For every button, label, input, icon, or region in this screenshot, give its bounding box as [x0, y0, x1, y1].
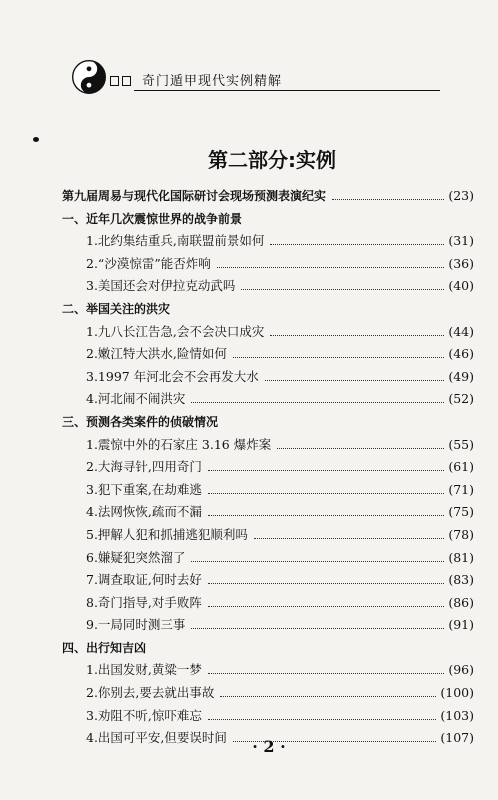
- toc-entry-title: 3.美国还会对伊拉克动武吗: [86, 278, 236, 294]
- toc-entry: [62, 592, 474, 615]
- toc-entry: [62, 343, 474, 366]
- toc-page-number: (49): [448, 368, 474, 384]
- toc-entry: [62, 614, 474, 637]
- toc-page-number: (46): [448, 346, 474, 362]
- part-title: 第二部分:实例: [208, 148, 336, 172]
- toc-page-number: (103): [440, 707, 474, 723]
- toc-page-number: (86): [448, 594, 474, 610]
- toc-entry-title: 2.嫩江特大洪水,险情如何: [86, 346, 227, 362]
- toc-page-number: (52): [448, 391, 474, 407]
- dot-leader: [332, 199, 444, 200]
- toc-page-number: (100): [440, 685, 474, 701]
- toc-entry-title: 第九届周易与现代化国际研讨会现场预测表演纪实: [62, 189, 327, 203]
- toc-entry: [62, 569, 474, 592]
- toc-entry-title: 1.北约集结重兵,南联盟前景如何: [86, 233, 265, 249]
- toc-entry: [62, 479, 474, 502]
- toc-entry: [62, 456, 474, 479]
- dot-leader: [208, 470, 444, 471]
- toc-section-heading: [62, 637, 474, 660]
- toc-section-heading: [62, 411, 474, 434]
- toc-entry-title: 1.震惊中外的石家庄 3.16 爆炸案: [86, 436, 272, 452]
- dot-leader: [191, 561, 444, 562]
- toc-entry-title: 4.河北闹不闹洪灾: [86, 391, 186, 407]
- toc-entry: [62, 524, 474, 547]
- toc-page-number: (44): [448, 323, 474, 339]
- toc-entry: [62, 321, 474, 344]
- taiji-icon: [72, 60, 106, 94]
- table-of-contents: [62, 185, 474, 750]
- dot-leader: [191, 402, 444, 403]
- toc-page-number: (81): [448, 549, 474, 565]
- toc-entry: [62, 366, 474, 389]
- toc-entry-title: 9.一局同时测三事: [86, 617, 186, 633]
- toc-entry: [62, 275, 474, 298]
- toc-entry-title: 6.嫌疑犯突然溜了: [86, 549, 186, 565]
- toc-section-heading: [62, 208, 474, 231]
- toc-entry: [62, 705, 474, 728]
- toc-entry-title: 4.出国可平安,但要误时间: [86, 730, 227, 746]
- toc-entry-title: 1.九八长江告急,会不会决口成灾: [86, 323, 265, 339]
- toc-page-number: (83): [448, 572, 474, 588]
- page-number: · 2 ·: [252, 737, 286, 756]
- toc-entry: [62, 434, 474, 457]
- dot-leader: [208, 673, 444, 674]
- toc-entry: [62, 253, 474, 276]
- toc-entry: [62, 547, 474, 570]
- dot-leader: [217, 267, 445, 268]
- toc-entry-title: 3.犯下重案,在劫难逃: [86, 481, 202, 497]
- section-title: 一、近年几次震惊世界的战争前景: [62, 211, 243, 226]
- dot-leader: [208, 493, 444, 494]
- dot-leader: [220, 696, 436, 697]
- toc-top-entry: [62, 185, 474, 208]
- dot-leader: [191, 628, 444, 629]
- toc-entry-title: 3.劝阻不听,惊吓难忘: [86, 707, 202, 723]
- dot-leader: [208, 606, 444, 607]
- toc-entry-title: 2.你别去,要去就出事故: [86, 685, 215, 701]
- dot-leader: [241, 289, 444, 290]
- toc-page-number: (107): [440, 730, 474, 746]
- section-title: 二、举国关注的洪灾: [62, 301, 171, 316]
- toc-page-number: (23): [448, 188, 474, 203]
- toc-entry-title: 2.大海寻针,四用奇门: [86, 459, 202, 475]
- toc-entry: [62, 501, 474, 524]
- toc-entry-title: 4.法网恢恢,疏而不漏: [86, 504, 202, 520]
- running-header: [72, 60, 452, 96]
- toc-page-number: (55): [448, 436, 474, 452]
- toc-page-number: (36): [448, 255, 474, 271]
- dot-leader: [270, 335, 444, 336]
- toc-entry-title: 7.调查取证,何时去好: [86, 572, 202, 588]
- dot-leader: [208, 719, 436, 720]
- dot-leader: [208, 515, 444, 516]
- dot-leader: [208, 583, 444, 584]
- toc-entry: [62, 230, 474, 253]
- dot-leader: [270, 244, 444, 245]
- toc-page-number: (96): [448, 662, 474, 678]
- ink-speck: [33, 137, 39, 142]
- toc-entry-title: 3.1997 年河北会不会再发大水: [86, 368, 259, 384]
- toc-entry-title: 1.出国发财,黄粱一梦: [86, 662, 202, 678]
- header-box-left: [110, 76, 119, 86]
- section-title: 四、出行知吉凶: [62, 640, 147, 655]
- toc-entry-title: 2.“沙漠惊雷”能否炸响: [86, 255, 211, 271]
- header-title: 奇门遁甲现代实例精解: [142, 74, 283, 89]
- header-rule: [134, 90, 440, 91]
- header-box-right: [122, 76, 131, 86]
- toc-page-number: (91): [448, 617, 474, 633]
- toc-entry: [62, 388, 474, 411]
- dot-leader: [265, 380, 445, 381]
- toc-page-number: (61): [448, 459, 474, 475]
- dot-leader: [277, 448, 444, 449]
- toc-page-number: (78): [448, 526, 474, 542]
- toc-page-number: (75): [448, 504, 474, 520]
- dot-leader: [233, 357, 444, 358]
- toc-page-number: (40): [448, 278, 474, 294]
- toc-entry-title: 5.押解人犯和抓捕逃犯顺利吗: [86, 526, 248, 542]
- toc-entry-title: 8.奇门指导,对手败阵: [86, 594, 202, 610]
- toc-page-number: (71): [448, 481, 474, 497]
- toc-page-number: (31): [448, 233, 474, 249]
- toc-entry: [62, 682, 474, 705]
- toc-entry: [62, 659, 474, 682]
- section-title: 三、预测各类案件的侦破情况: [62, 414, 219, 429]
- toc-section-heading: [62, 298, 474, 321]
- dot-leader: [254, 538, 444, 539]
